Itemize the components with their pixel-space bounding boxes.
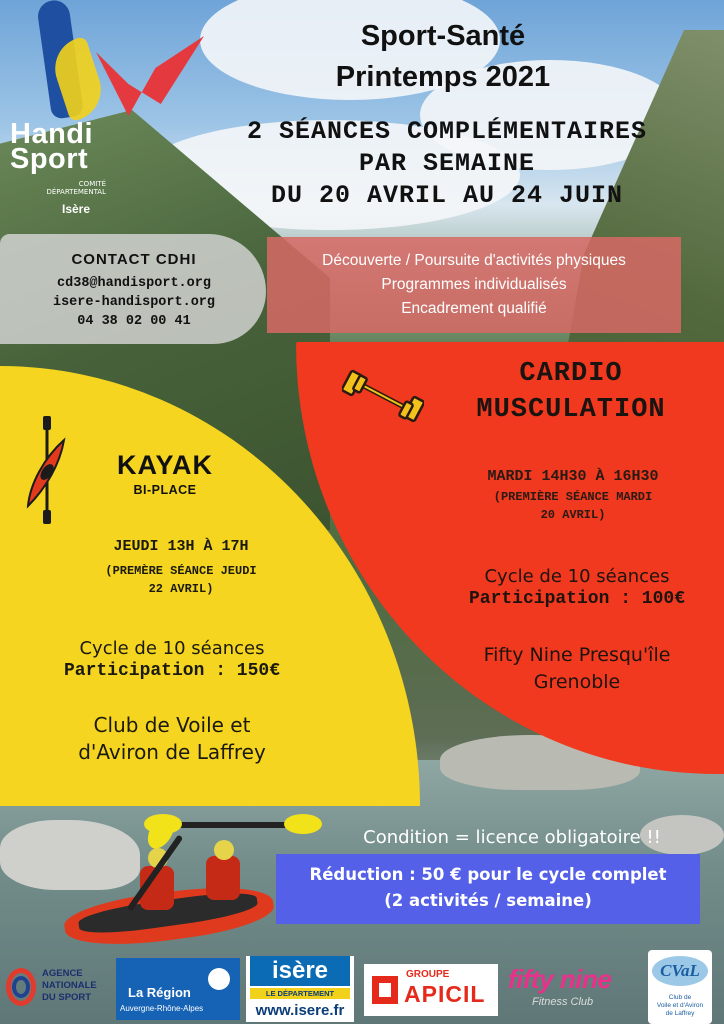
sponsor-apicil-logo: GROUPE APICIL: [364, 964, 498, 1016]
cardio-title: CARDIO MUSCULATION: [476, 359, 666, 425]
kayak-title: KAYAK BI-PLACE: [116, 450, 214, 497]
dumbbell-icon: [342, 368, 424, 426]
contact-phone[interactable]: 04 38 02 00 41: [77, 314, 191, 329]
rock: [0, 820, 140, 890]
logo-comite: COMITÉ DÉPARTEMENTAL: [46, 180, 106, 196]
condition-text: Condition = licence obligatoire !!: [363, 827, 661, 848]
kayak-schedule: JEUDI 13H À 17H (PREMÈRE SÉANCE JEUDI 22 AVRIL): [105, 538, 257, 596]
contact-email[interactable]: cd38@handisport.org: [57, 276, 211, 291]
kayaker: [206, 856, 240, 900]
cardio-location: Fifty Nine Presqu'île Grenoble: [483, 644, 671, 693]
contact-website[interactable]: isere-handisport.org: [52, 295, 216, 310]
feature-item: Encadrement qualifié: [401, 300, 547, 317]
page-subtitle: 2 SÉANCES COMPLÉMENTAIRES PAR SEMAINE DU 20 AVRIL AU 24 JUIN: [246, 117, 648, 210]
kayak-pricing: Cycle de 10 séances Participation : 150€: [63, 638, 281, 681]
cardio-schedule: MARDI 14H30 À 16H30 (PREMIÈRE SÉANCE MARDI 20 AVRIL): [487, 468, 659, 522]
region-triangle-icon: [208, 968, 230, 990]
sponsor-bar: [0, 950, 724, 1024]
feature-item: Programmes individualisés: [381, 276, 567, 293]
features-box: [267, 237, 681, 333]
sponsor-region-logo: La Région Auvergne-Rhône-Alpes: [116, 958, 240, 1020]
sponsor-fiftynine-logo: fifty nine Fitness Club: [508, 964, 612, 1008]
logo-name: Handi Sport: [10, 118, 94, 175]
kayak-location: Club de Voile et d'Aviron de Laffrey: [78, 713, 266, 764]
ans-mark-inner-icon: [12, 976, 30, 998]
sponsor-isere-logo: isère LE DÉPARTEMENT www.isere.fr: [246, 956, 354, 1022]
kayak-icon: [20, 414, 74, 526]
kayaker-helmet: [214, 840, 234, 860]
feature-item: Découverte / Poursuite d'activités physiques: [322, 252, 626, 269]
sponsor-cval-logo: CVaL Club de Voile et d'Aviron de Laffrey: [648, 950, 712, 1024]
contact-title: CONTACT CDHI: [71, 251, 197, 268]
cardio-pricing: Cycle de 10 séances Participation : 100€: [468, 566, 686, 609]
reduction-box: Réduction : 50 € pour le cycle complet (2 activités / semaine): [276, 854, 700, 924]
logo-department: Isère: [62, 202, 91, 216]
contact-block: [16, 250, 252, 331]
logo-red-shape: [96, 36, 204, 116]
page-title: Sport-Santé Printemps 2021: [335, 20, 551, 93]
sponsor-ans-logo: AGENCE NATIONALE DU SPORT: [6, 962, 114, 1014]
